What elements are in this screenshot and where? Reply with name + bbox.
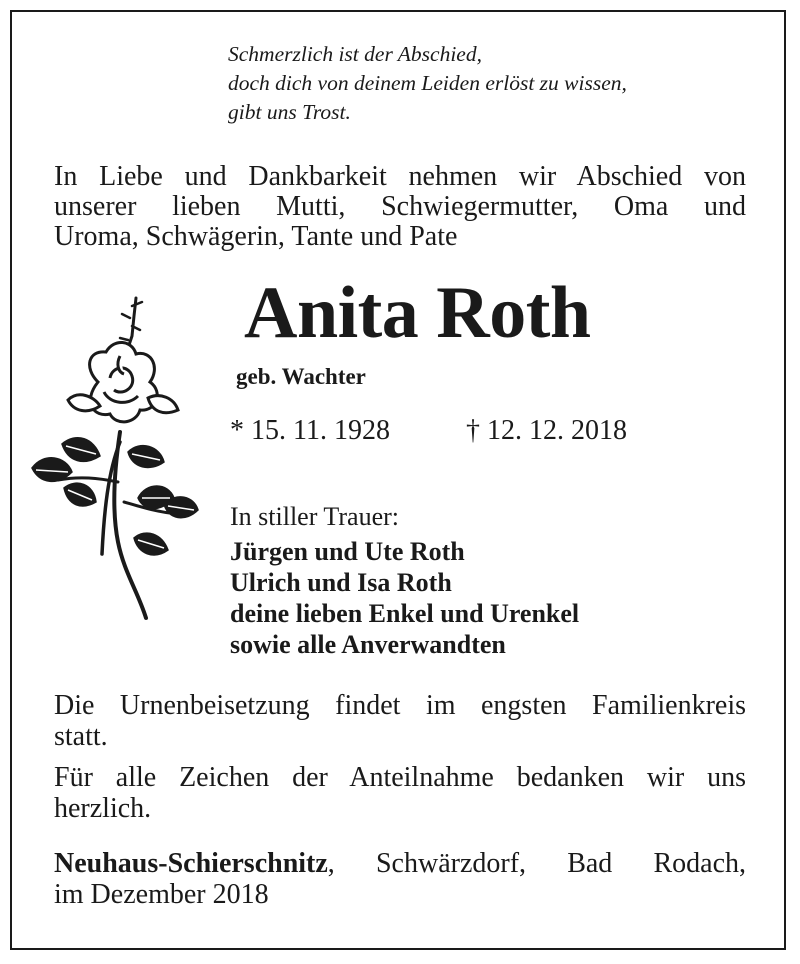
- death-date: † 12. 12. 2018: [466, 415, 627, 446]
- intro-line: In Liebe und Dankbarkeit nehmen wir Abschied von: [54, 161, 746, 192]
- closing-place: [54, 848, 746, 879]
- mourner-line: Jürgen und Ute Roth: [230, 537, 465, 566]
- thanks-notice: [54, 762, 746, 824]
- birth-date: * 15. 11. 1928: [230, 415, 390, 446]
- rose-icon: [28, 292, 200, 622]
- intro-line: Uroma, Schwägerin, Tante und Pate: [54, 221, 458, 252]
- notice-line: statt.: [54, 721, 108, 752]
- mourner-line: sowie alle Anverwandten: [230, 630, 506, 659]
- burial-notice: [54, 690, 746, 752]
- maiden-name: geb. Wachter: [236, 364, 366, 389]
- motto-line: gibt uns Trost.: [228, 100, 351, 124]
- notice-line: Die Urnenbeisetzung findet im engsten Familienkreis: [54, 690, 746, 721]
- closing-signature: [54, 848, 746, 910]
- intro-line: unserer lieben Mutti, Schwiegermutter, Oma und: [54, 191, 746, 222]
- closing-place-rest: , Schwärzdorf, Bad Rodach,: [327, 848, 746, 879]
- motto-line: Schmerzlich ist der Abschied,: [228, 42, 482, 66]
- motto-verse: [228, 40, 627, 127]
- closing-place-bold: Neuhaus-Schierschnitz: [54, 848, 328, 879]
- mourner-line: Ulrich und Isa Roth: [230, 568, 452, 597]
- intro-text: [54, 162, 746, 252]
- motto-line: doch dich von deinem Leiden erlöst zu wissen,: [228, 71, 627, 95]
- deceased-name: Anita Roth: [244, 272, 591, 354]
- closing-date: im Dezember 2018: [54, 879, 269, 910]
- notice-line: Für alle Zeichen der Anteilnahme bedanken wir uns: [54, 762, 746, 793]
- mourners-list: [230, 536, 579, 660]
- notice-line: herzlich.: [54, 793, 152, 824]
- mourner-line: deine lieben Enkel und Urenkel: [230, 599, 580, 628]
- mourning-label: In stiller Trauer:: [230, 502, 399, 531]
